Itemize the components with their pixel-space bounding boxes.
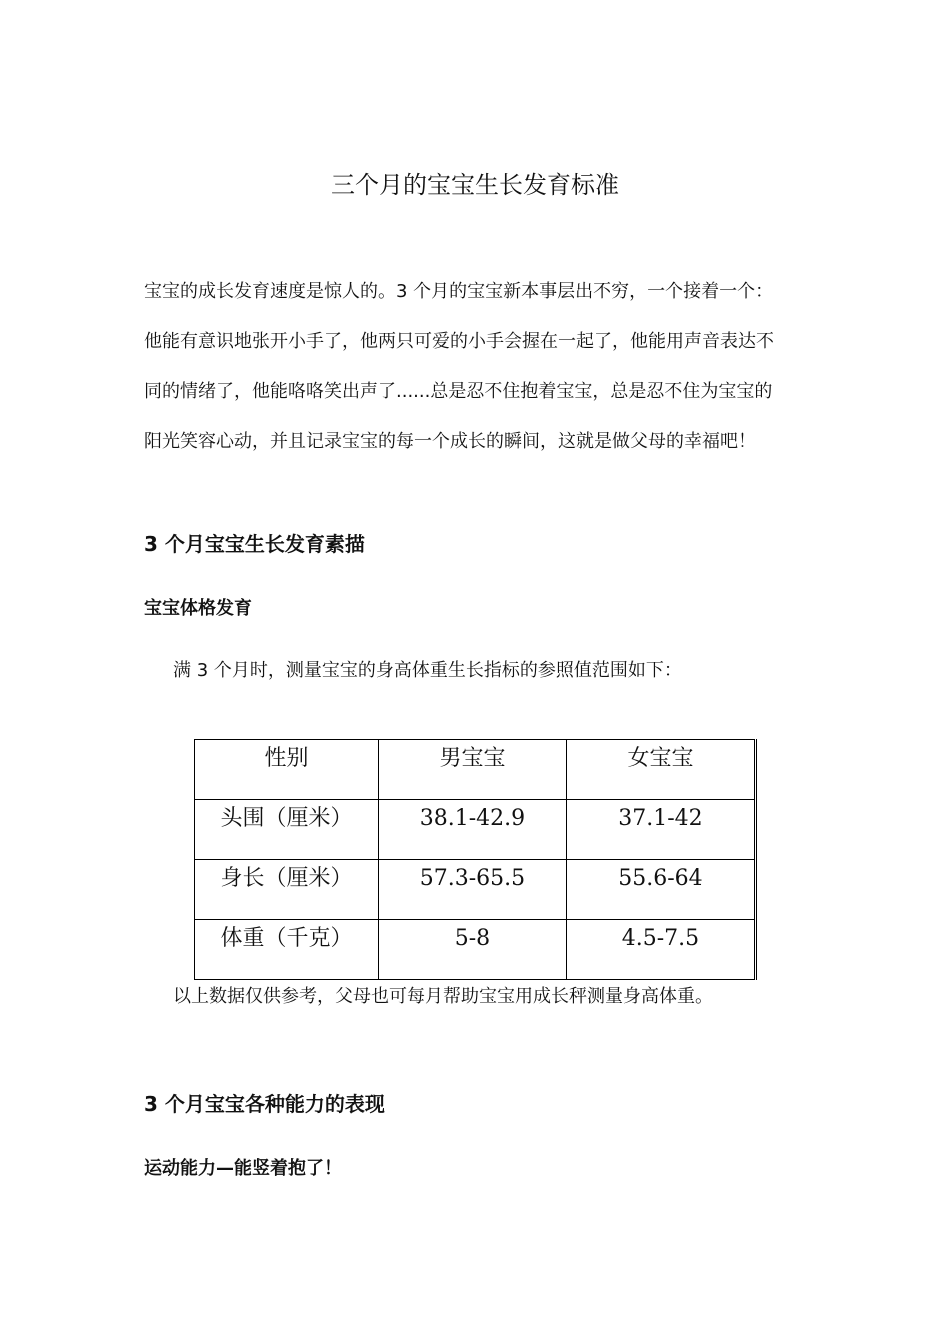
table-cell: 5-8 bbox=[378, 920, 566, 980]
subheading-motor-ability: 运动能力—能竖着抱了！ bbox=[144, 1158, 342, 1179]
intro-line: 他能有意识地张开小手了，他两只可爱的小手会握在一起了，他能用声音表达不 bbox=[144, 331, 774, 352]
table-row bbox=[195, 800, 756, 860]
growth-reference-table bbox=[194, 739, 757, 980]
table-cell: 37.1-42 bbox=[566, 800, 755, 860]
table-header-row bbox=[195, 740, 756, 800]
document-title: 三个月的宝宝生长发育标准 bbox=[331, 171, 619, 199]
intro-paragraph bbox=[144, 267, 814, 467]
table-row bbox=[195, 860, 756, 920]
section-heading-growth-sketch: 3 个月宝宝生长发育素描 bbox=[144, 532, 365, 556]
table-cell: 38.1-42.9 bbox=[378, 800, 566, 860]
row-label-head-circumference: 头围（厘米） bbox=[195, 800, 379, 860]
intro-line: 宝宝的成长发育速度是惊人的。3 个月的宝宝新本事层出不穷，一个接着一个： bbox=[144, 281, 774, 302]
table-lead-text: 满 3 个月时，测量宝宝的身高体重生长指标的参照值范围如下： bbox=[173, 660, 682, 681]
subheading-physical-development: 宝宝体格发育 bbox=[144, 598, 252, 619]
table-note: 以上数据仅供参考，父母也可每月帮助宝宝用成长秤测量身高体重。 bbox=[173, 986, 713, 1007]
section-heading-abilities: 3 个月宝宝各种能力的表现 bbox=[144, 1092, 385, 1116]
intro-line: 同的情绪了，他能咯咯笑出声了......总是忍不住抱着宝宝，总是忍不住为宝宝的 bbox=[144, 381, 773, 402]
intro-line: 阳光笑容心动，并且记录宝宝的每一个成长的瞬间，这就是做父母的幸福吧！ bbox=[144, 431, 756, 452]
header-cell-boy: 男宝宝 bbox=[378, 740, 566, 800]
table-row bbox=[195, 920, 756, 980]
table-cell: 55.6-64 bbox=[566, 860, 755, 920]
table-cell: 57.3-65.5 bbox=[378, 860, 566, 920]
row-label-weight: 体重（千克） bbox=[195, 920, 379, 980]
header-cell-girl: 女宝宝 bbox=[566, 740, 755, 800]
table-cell: 4.5-7.5 bbox=[566, 920, 755, 980]
header-cell-gender: 性别 bbox=[195, 740, 379, 800]
row-label-length: 身长（厘米） bbox=[195, 860, 379, 920]
